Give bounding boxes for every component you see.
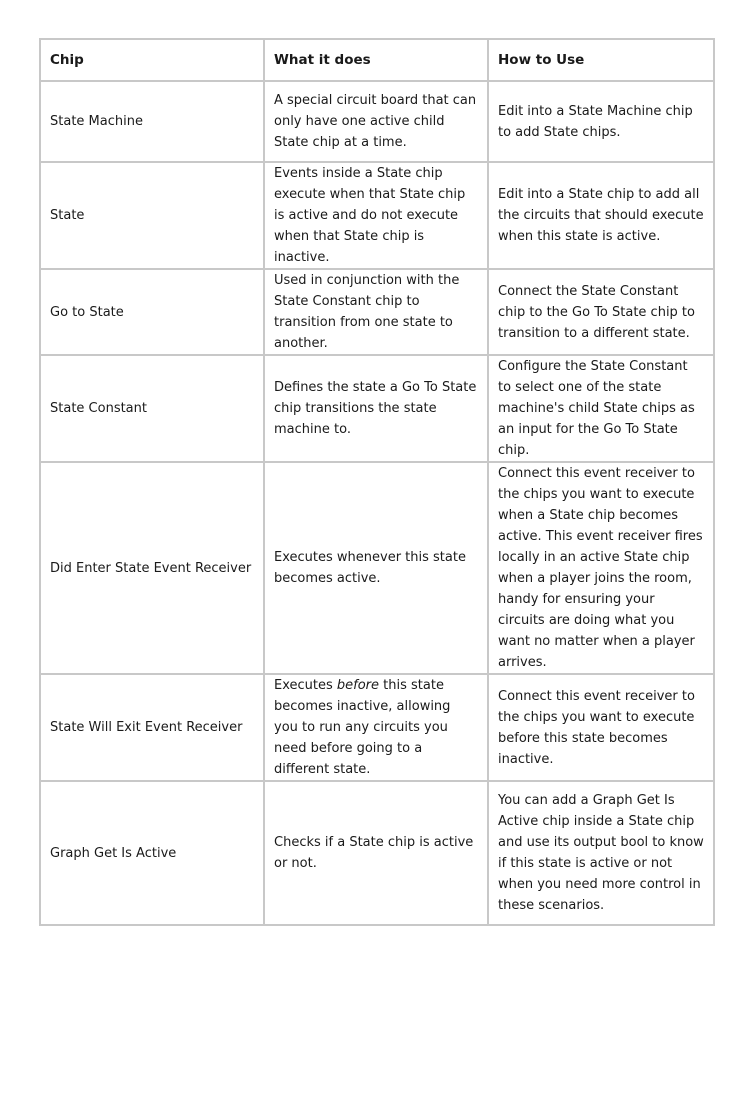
table-row: [40, 269, 714, 355]
what-suffix-text: this state becomes inactive, allowing you to run any circuits you need before going to a different state.: [274, 678, 451, 777]
chip-name-cell: State Machine: [40, 81, 264, 162]
chip-name-cell: State Constant: [40, 355, 264, 462]
what-it-does-cell: Defines the state a Go To State chip transitions the state machine to.: [264, 355, 488, 462]
chip-reference-table: [39, 38, 715, 926]
header-what-it-does: What it does: [264, 39, 488, 81]
table-row: [40, 462, 714, 674]
table-row: [40, 81, 714, 162]
chip-name-cell: Graph Get Is Active: [40, 781, 264, 925]
table-header-row: [40, 39, 714, 81]
how-to-use-cell: Connect this event receiver to the chips you want to execute when a State chip becomes active. This event receiver fires locally in an active State chip when a player joins the room, handy for ensuring your circuits are doing what you want no matter when a player arrives.: [488, 462, 714, 674]
what-it-does-cell: Events inside a State chip execute when that State chip is active and do not execute when that State chip is inactive.: [264, 162, 488, 269]
chip-name-cell: State: [40, 162, 264, 269]
how-to-use-cell: Edit into a State chip to add all the circuits that should execute when this state is active.: [488, 162, 714, 269]
table-row: [40, 781, 714, 925]
what-it-does-cell: [264, 674, 488, 781]
table-row: [40, 162, 714, 269]
what-prefix-text: Executes: [274, 678, 337, 693]
what-it-does-cell: Used in conjunction with the State Constant chip to transition from one state to another.: [264, 269, 488, 355]
header-chip: Chip: [40, 39, 264, 81]
how-to-use-cell: Configure the State Constant to select one of the state machine's child State chips as an input for the Go To State chip.: [488, 355, 714, 462]
what-emphasis-text: before: [336, 678, 380, 693]
what-it-does-cell: Executes whenever this state becomes active.: [264, 462, 488, 674]
how-to-use-cell: Edit into a State Machine chip to add State chips.: [488, 81, 714, 162]
header-how-to-use: How to Use: [488, 39, 714, 81]
how-to-use-cell: You can add a Graph Get Is Active chip inside a State chip and use its output bool to know if this state is active or not when you need more control in these scenarios.: [488, 781, 714, 925]
what-it-does-cell: Checks if a State chip is active or not.: [264, 781, 488, 925]
what-it-does-cell: A special circuit board that can only have one active child State chip at a time.: [264, 81, 488, 162]
table-row: [40, 674, 714, 781]
how-to-use-cell: Connect this event receiver to the chips you want to execute before this state becomes inactive.: [488, 674, 714, 781]
chip-name-cell: Did Enter State Event Receiver: [40, 462, 264, 674]
chip-name-cell: Go to State: [40, 269, 264, 355]
how-to-use-cell: Connect the State Constant chip to the Go To State chip to transition to a different state.: [488, 269, 714, 355]
table-row: [40, 355, 714, 462]
chip-name-cell: State Will Exit Event Receiver: [40, 674, 264, 781]
